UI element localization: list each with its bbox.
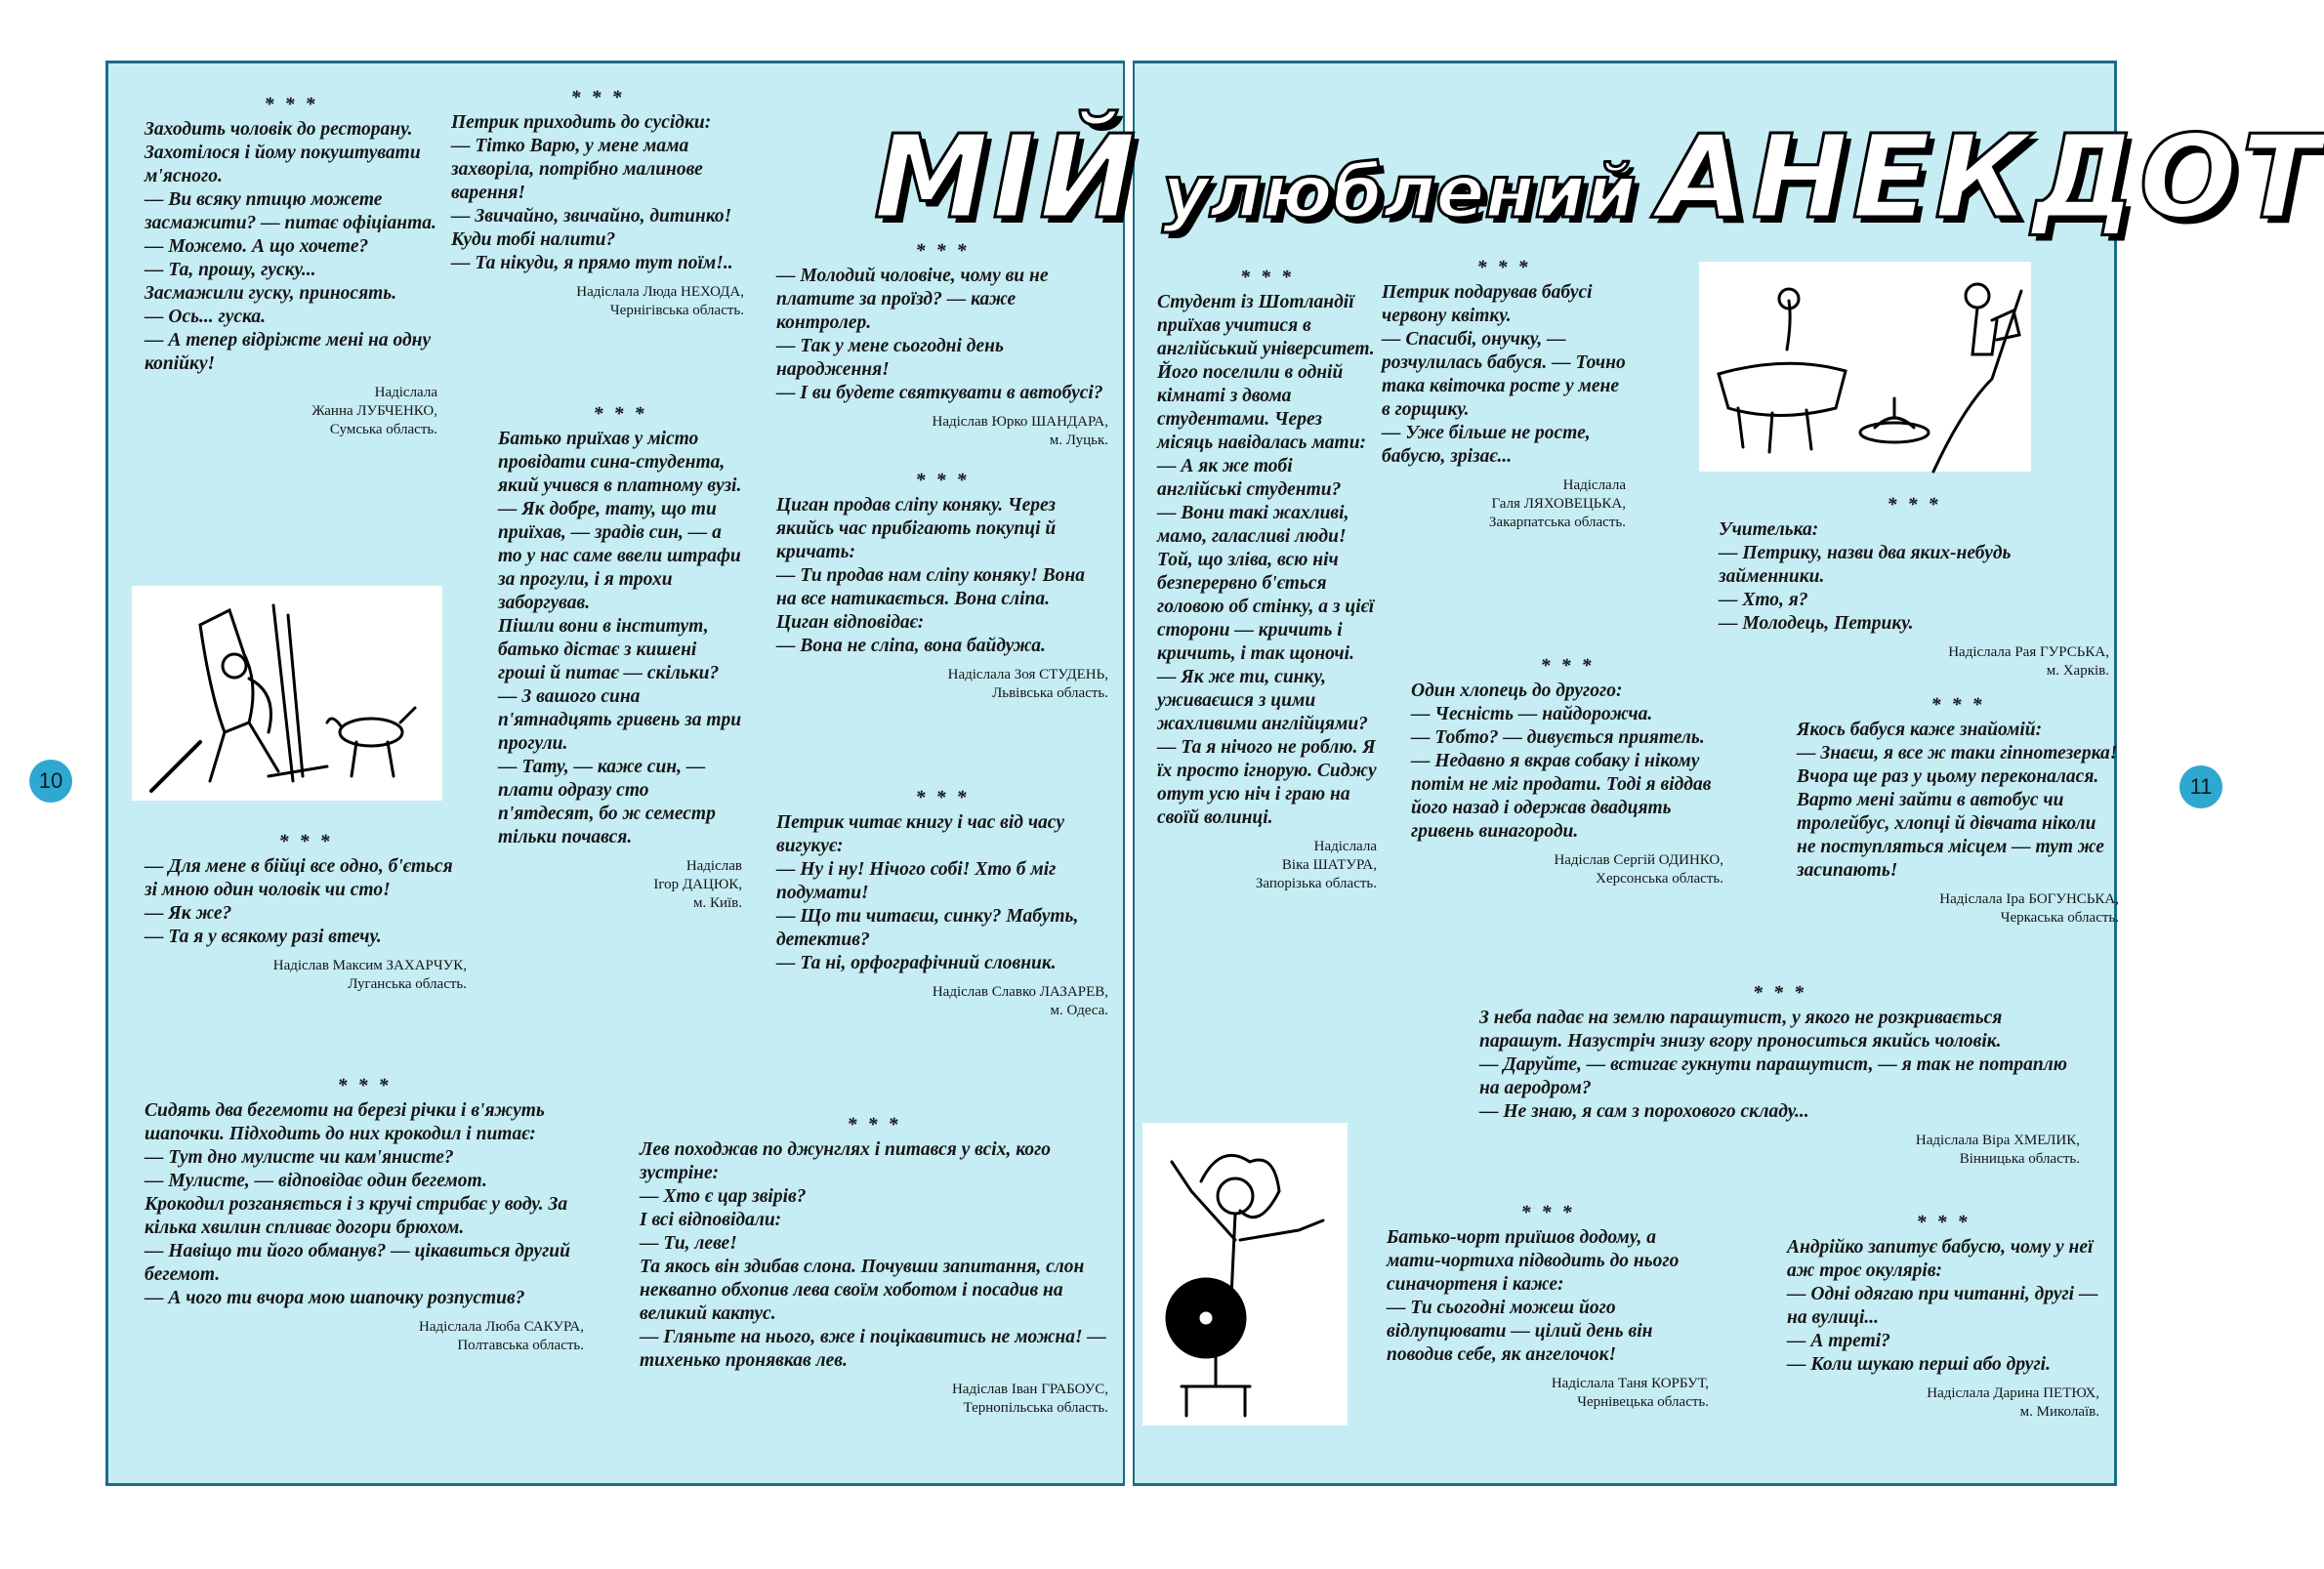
- joke-signature: Надіслав Славко ЛАЗАРЕВ, м. Одеса.: [932, 984, 1108, 1018]
- stars-separator: * * *: [264, 94, 318, 115]
- joke-block: [145, 1074, 584, 1355]
- joke-text: Петрик читає книгу і час від часу вигукує: — Ну і ну! Нічого собі! Хто б міг подумати! — Що ти читаєш, синку? Мабуть, детектив? — Та ні, орфографічний словник.: [776, 812, 1079, 973]
- title-part-2: улюблений: [1162, 150, 1637, 234]
- joke-block: [1411, 654, 1723, 888]
- joke-block: [776, 786, 1108, 1020]
- joke-block: [1719, 493, 2109, 681]
- joke-block: [145, 830, 467, 994]
- title-part-1: МІЙ: [874, 109, 1141, 244]
- joke-text: Батько приїхав у місто провідати сина-студента, який учився в платному вузі. — Як добре, тату, що ти приїхав, — зрадів син, — а то у нас саме ввели штрафи за прогули, і я трохи заборгував. Пішли вони в інститут, батько дістає з кишені гроші й питає — скільки? — З вашого сина п'ятнадцять гривень за три прогули. — Тату, — каже син, — плати одразу сто п'ятдесят, бо ж семестр тільки почався.: [498, 429, 742, 847]
- stars-separator: * * *: [1887, 494, 1941, 516]
- joke-signature: Надіслала Іра БОГУНСЬКА, Черкаська область.: [1939, 891, 2119, 926]
- joke-signature: Надіслала Дарина ПЕТЮХ, м. Миколаїв.: [1927, 1385, 2099, 1420]
- stars-separator: * * *: [915, 787, 970, 808]
- joke-block: [451, 86, 744, 320]
- title-part-3: АНЕКДОТ: [1658, 109, 2324, 244]
- stars-separator: * * *: [1540, 655, 1595, 677]
- joke-signature: Надіслала Таня КОРБУТ, Чернівецька область.: [1551, 1376, 1709, 1410]
- stars-separator: * * *: [1930, 694, 1985, 716]
- joke-block: [1797, 693, 2119, 928]
- joke-block: [1157, 266, 1377, 893]
- joke-block: [498, 402, 742, 913]
- joke-signature: Надіслала Зоя СТУДЕНЬ, Львівська область.: [947, 667, 1108, 701]
- joke-signature: Надіслала Люба САКУРА, Полтавська область.: [419, 1319, 584, 1353]
- stars-separator: * * *: [593, 403, 647, 425]
- joke-block: [1387, 1201, 1709, 1412]
- joke-text: Якось бабуся каже знайомій: — Знаєш, я все ж таки гіпнотезерка! Вчора ще раз у цьому переконалася. Варто мені зайти в автобус чи тролейбус, хлопці й дівчата ніколи не поступляться місцем — тут же засипають!: [1797, 720, 2118, 881]
- joke-text: Петрик подарував бабусі червону квітку. — Спасибі, онучку, — розчулилась бабуся. — Точно така квіточка росте у мене в горщику. — Уже більше не росте, бабусю, зрізає...: [1382, 282, 1626, 467]
- stars-separator: * * *: [1753, 982, 1806, 1004]
- stars-separator: * * *: [278, 831, 333, 852]
- joke-signature: Надіслала Віка ШАТУРА, Запорізька область.: [1255, 839, 1377, 891]
- stars-separator: * * *: [915, 240, 970, 262]
- stars-separator: * * *: [570, 87, 625, 108]
- joke-text: Студент із Шотландії приїхав учитися в англійський університет. Його поселили в одній кімнаті з двома студентами. Через місяць навідалась мати: — А як же тобі англійські студенти? — Вони такі жахливі, мамо, галасливі люди! Той, що зліва, всю ніч безперервно б'ється головою об стінку, а з цієї сторони — кричить і кричить, і так щоночі. — Як же ти, синку, уживаєшся з цими жахливими англійцями? — Та я нічого не роблю. Я їх просто ігнорую. Сиджу отут усю ніч і граю на своїй волинці.: [1157, 292, 1377, 828]
- joke-block: [640, 1113, 1108, 1418]
- joke-signature: Надіслав Ігор ДАЦЮК, м. Київ.: [653, 858, 742, 911]
- page-number-right: 11: [2179, 765, 2222, 808]
- conductor-drawing-icon: [1142, 1123, 1348, 1425]
- stars-separator: * * *: [915, 470, 970, 491]
- joke-text: Андрійко запитує бабусю, чому у неї аж троє окулярів: — Одні одягаю при читанні, другі — на вулиці... — А треті? — Коли шукаю перші або другі.: [1787, 1237, 2098, 1375]
- joke-block: [776, 239, 1108, 450]
- skier-cartoon-image: [132, 586, 442, 801]
- skier-drawing-icon: [132, 586, 442, 801]
- stars-separator: * * *: [847, 1114, 901, 1135]
- joke-text: Один хлопець до другого: — Чесність — найдорожча. — Тобто? — дивується приятель. — Недавно я вкрав собаку і нікому потім не міг продати. Тоді я віддав його назад і одержав двадцять гривень винагороди.: [1411, 681, 1712, 842]
- stars-separator: * * *: [1476, 257, 1531, 278]
- joke-signature: Надіслала Люда НЕХОДА, Чернігівська область.: [576, 284, 744, 318]
- stars-separator: * * *: [337, 1075, 392, 1096]
- page-number-left: 10: [29, 760, 72, 803]
- stars-separator: * * *: [1240, 267, 1294, 288]
- joke-text: Заходить чоловік до ресторану. Захотілося і йому покуштувати м'ясного. — Ви всяку птицю можете засмажити? — питає офіціанта. — Можемо. А що хочете? — Та, прошу, гуску... Засмажили гуску, приносять. — Ось... гуска. — А тепер відріжте мені на одну копійку!: [145, 119, 436, 374]
- page-title: [874, 109, 2324, 256]
- joke-block: [1787, 1211, 2099, 1422]
- stars-separator: * * *: [1520, 1202, 1575, 1223]
- joke-text: З неба падає на землю парашутист, у якого не розкривається парашут. Назустріч знизу вгору проноситься якийсь чоловік. — Даруйте, — встигає гукнути парашутист, — я так не потраплю на аеродром? — Не знаю, я сам з порохового складу...: [1479, 1008, 2068, 1122]
- conductor-cartoon-image: [1142, 1123, 1348, 1425]
- page-spine: [1123, 61, 1135, 1486]
- joke-signature: Надіслала Рая ГУРСЬКА, м. Харків.: [1948, 644, 2109, 679]
- joke-signature: Надіслала Жанна ЛУБЧЕНКО, Сумська область.: [311, 385, 437, 437]
- flower-man-cartoon-image: [1699, 262, 2031, 472]
- joke-signature: Надіслала Галя ЛЯХОВЕЦЬКА, Закарпатська область.: [1488, 477, 1626, 530]
- joke-text: Лев походжав по джунглях і питався у всіх, кого зустріне: — Хто є цар звірів? І всі відповідали: — Ти, леве! Та якось він здибав слона. Почувши запитання, слон неквапно обхопив лева своїм хоботом і посадив на великий кактус. — Гляньте на нього, вже і поцікавитись не можна! — тихенько пронявкав лев.: [640, 1139, 1106, 1371]
- joke-text: Учителька: — Петрику, назви два яких-небудь займенники. — Хто, я? — Молодець, Петрику.: [1719, 519, 2012, 634]
- stars-separator: * * *: [1916, 1212, 1971, 1233]
- joke-block: [145, 93, 437, 439]
- flower-drawing-icon: [1699, 262, 2031, 472]
- joke-signature: Надіслав Іван ГРАБОУС, Тернопільська область.: [951, 1382, 1108, 1416]
- joke-signature: Надіслала Віра ХМЕЛИК, Вінницька область.: [1915, 1133, 2080, 1167]
- joke-text: — Для мене в бійці все одно, б'ється зі мною один чоловік чи сто! — Як же? — Та я у всякому разі втечу.: [145, 856, 453, 947]
- joke-block: [1479, 981, 2080, 1169]
- joke-signature: Надіслав Сергій ОДИНКО, Херсонська область.: [1554, 852, 1723, 887]
- joke-block: [1382, 256, 1626, 532]
- joke-text: Циган продав сліпу коняку. Через якийсь час прибігають покупці й кричать: — Ти продав нам сліпу коняку! Вона на все натикається. Вона сліпа. Циган відповідає: — Вона не сліпа, вона байдужа.: [776, 495, 1085, 656]
- joke-text: Сидять два бегемоти на березі річки і в'яжуть шапочки. Підходить до них крокодил і питає: — Тут дно мулисте чи кам'янисте? — Мулисте, — відповідає один бегемот. Крокодил розганяється і з кручі стрибає у воду. За кілька хвилин спливає догори брюхом. — Навіщо ти його обманув? — цікавиться другий бегемот. — А чого ти вчора мою шапочку розпустив?: [145, 1100, 570, 1308]
- joke-block: [776, 469, 1108, 703]
- joke-text: Батько-чорт приїшов додому, а мати-чортиха підводить до нього синачортеня і каже: — Ти сьогодні можеш його відлупцювати — цілий день він поводив себе, як ангелочок!: [1387, 1227, 1680, 1365]
- joke-text: Петрик приходить до сусідки: — Тітко Варю, у мене мама захворіла, потрібно малинове варення! — Звичайно, звичайно, дитинко! Куди тобі налити? — Та нікуди, я прямо тут поїм!..: [451, 112, 733, 273]
- joke-text: — Молодий чоловіче, чому ви не платите за проїзд? — каже контролер. — Так у мене сьогодні день народження! — І ви будете святкувати в автобусі?: [776, 266, 1103, 403]
- joke-signature: Надіслав Юрко ШАНДАРА, м. Луцьк.: [932, 414, 1108, 448]
- joke-signature: Надіслав Максим ЗАХАРЧУК, Луганська область.: [272, 958, 467, 992]
